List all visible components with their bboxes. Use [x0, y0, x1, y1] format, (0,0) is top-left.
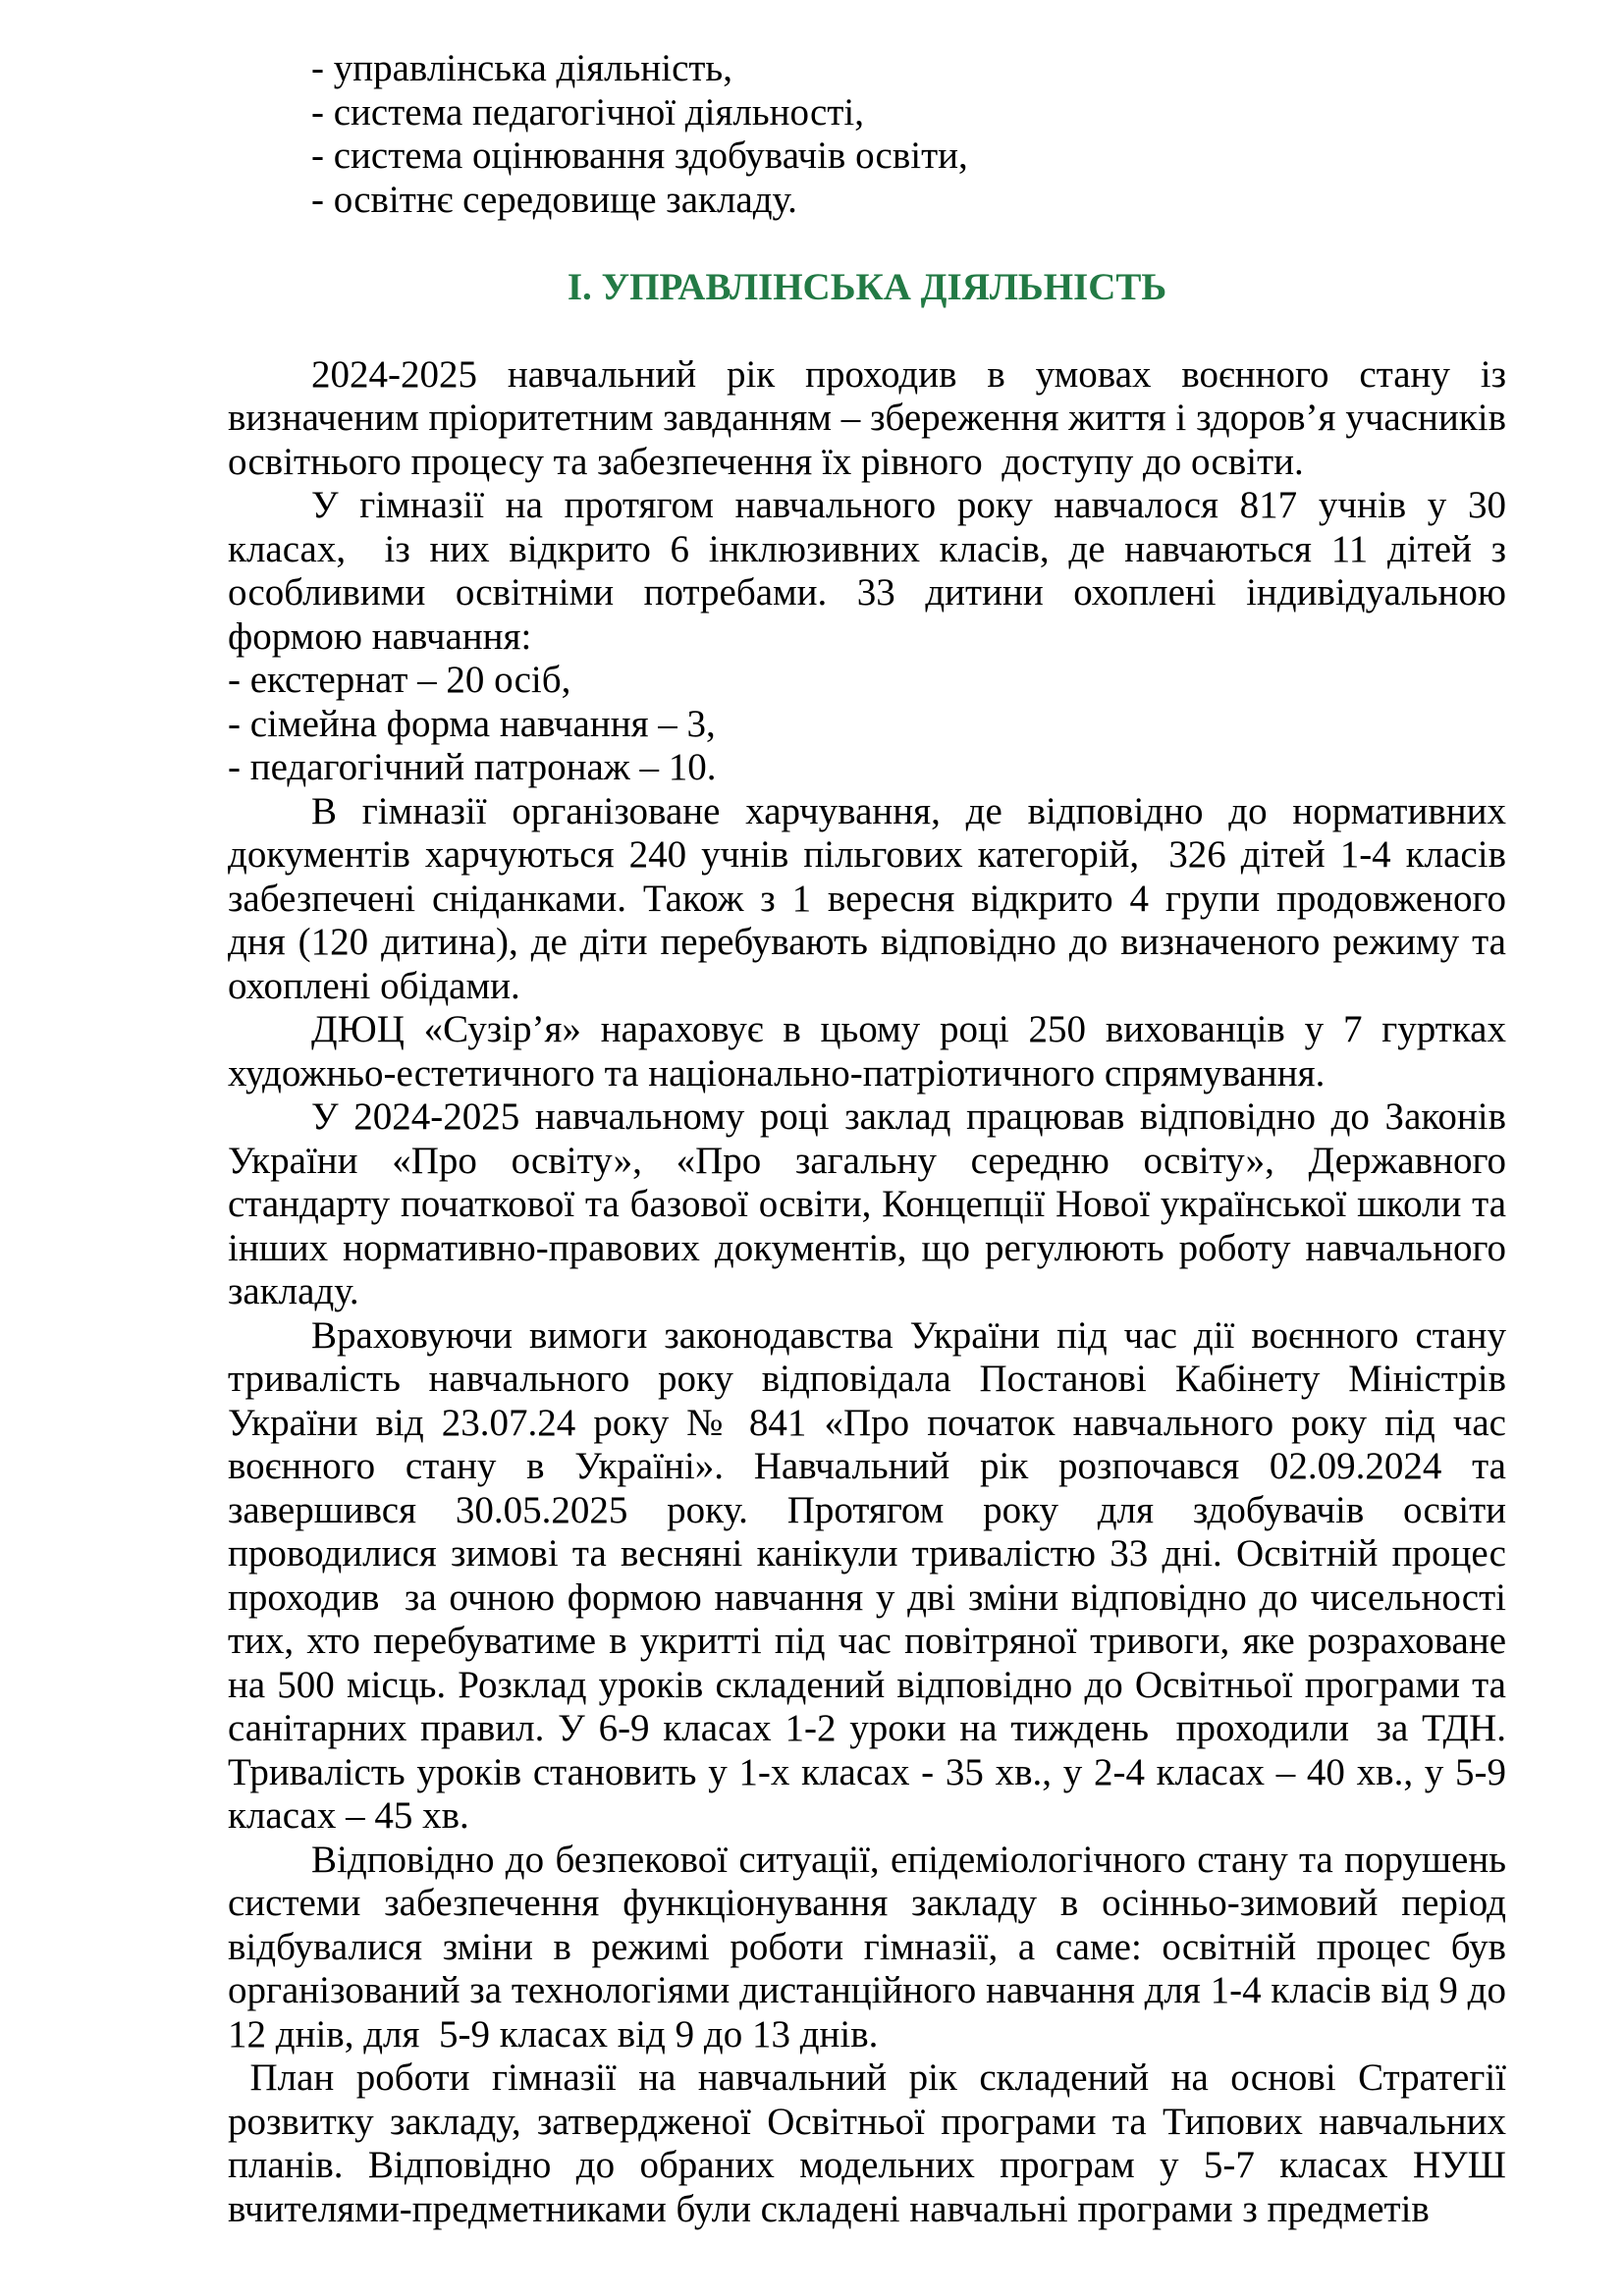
intro-list — [228, 47, 1506, 222]
paragraph-youth-center: ДЮЦ «Сузір’я» нараховує в цьому році 250 вихованців у 7 гуртках художньо-естетичного та національно-патріотичного спрямування. — [228, 1008, 1516, 1095]
section-heading: І. УПРАВЛІНСЬКА ДІЯЛЬНІСТЬ — [567, 265, 1167, 308]
education-forms-list-item: - педагогічний патронаж – 10. — [228, 746, 717, 788]
intro-list-item: - система педагогічної діяльності, — [311, 90, 864, 133]
paragraph-remote-learning: Відповідно до безпекової ситуації, епідеміологічного стану та порушень системи забезпечення функціонування закладу в осінньо-зимовий період відбувалися зміни в режимі роботи гімназії, а саме: освітній процес був організований за технологіями дистанційного навчання для 1-4 класів від 9 до 12 днів, для 5-9 класах від 9 до 13 днів. — [228, 1838, 1516, 2056]
paragraph-school-year: Враховуючи вимоги законодавства України під час дії воєнного стану тривалість навчального року відповідала Постанові Кабінету Міністрів України від 23.07.24 року № 841 «Про початок навчального року під час воєнного стану в Україні». Навчальний рік розпочався 02.09.2024 та завершився 30.05.2025 року. Протягом року для здобувачів освіти проводилися зимові та весняні канікули тривалістю 33 дні. Освітній процес проходив за очною формою навчання у дві зміни відповідно до чисельності тих, хто перебуватиме в укритті під час повітряної тривоги, яке розраховане на 500 місць. Розклад уроків складений відповідно до Освітньої програми та санітарних правил. У 6-9 класах 1-2 уроки на тиждень проходили за ТДН. Тривалість уроків становить у 1-х класах - 35 хв., у 2-4 класах – 40 хв., у 5-9 класах – 45 хв. — [228, 1313, 1516, 1837]
blank-line — [228, 309, 1506, 353]
education-forms-list — [228, 659, 1506, 790]
paragraph-work-plan: План роботи гімназії на навчальний рік складений на основі Стратегії розвитку закладу, затвердженої Освітньої програми та Типових навчальних планів. Відповідно до обраних модельних програм у 5-7 класах НУШ вчителями-предметниками були складені навчальні програми з предметів — [228, 2056, 1516, 2230]
education-forms-list-item: - сімейна форма навчання – 3, — [228, 702, 716, 745]
education-forms-list-item: - екстернат – 20 осіб, — [228, 659, 571, 701]
blank-line — [228, 222, 1506, 266]
paragraph-meals: В гімназії організоване харчування, де відповідно до нормативних документів харчуються 240 учнів пільгових категорій, 326 дітей 1-4 класів забезпечені сніданками. Також з 1 вересня відкрито 4 групи продовженого дня (120 дитина), де діти перебувають відповідно до визначеного режиму та охоплені обідами. — [228, 789, 1516, 1007]
intro-list-item: - освітнє середовище закладу. — [311, 178, 797, 221]
paragraph-enrollment: У гімназії на протягом навчального року навчалося 817 учнів у 30 класах, із них відкрито 6 інклюзивних класів, де навчаються 11 дітей з особливими освітніми потребами. 33 дитини охоплені індивідуальною формою навчання: — [228, 484, 1516, 658]
paragraph-war-conditions: 2024-2025 навчальний рік проходив в умовах воєнного стану із визначеним пріоритетним завданням – збереження життя і здоров’я учасників освітнього процесу та забезпечення їх рівного доступу до освіти. — [228, 352, 1516, 483]
intro-list-item: - система оцінювання здобувачів освіти, — [311, 134, 968, 177]
paragraph-legal-framework: У 2024-2025 навчальному році заклад працював відповідно до Законів України «Про освіту», «Про загальну середню освіту», Державного стандарту початкової та базової освіти, Концепції Нової української школи та інших нормативно-правових документів, що регулюють роботу навчального закладу. — [228, 1095, 1516, 1312]
intro-list-item: - управлінська діяльність, — [311, 47, 732, 89]
